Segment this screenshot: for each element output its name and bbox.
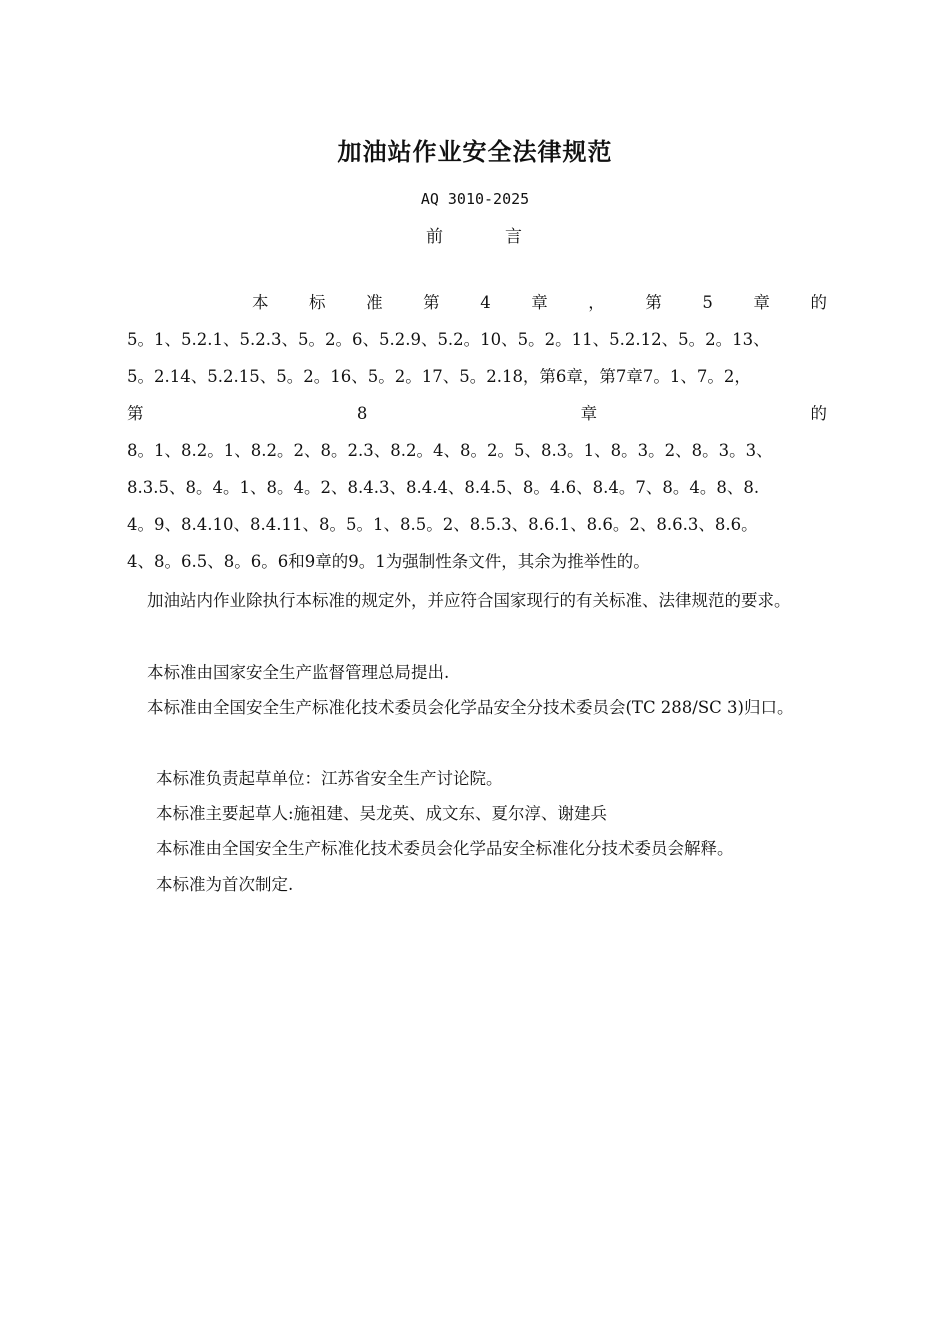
text-line-5: 8。1、8.2。1、8.2。2、8。2.3、8.2。4、8。2。5、8.3。1、8。3。2、8。3。3、	[127, 441, 773, 460]
text-line-6: 8.3.5、8。4。1、8。4。2、8.4.3、8.4.4、8.4.5、8。4.6、8.4。7、8。4。8、8.	[127, 478, 760, 497]
word: 5	[702, 293, 713, 312]
text-line-2: 5。1、5.2.1、5.2.3、5。2。6、5.2.9、5.2。10、5。2。11、5.2.12、5。2。13、	[127, 330, 770, 349]
word: 准	[366, 293, 383, 312]
foreword-char-2: 言	[505, 227, 524, 247]
paragraph-drafters: 本标准主要起草人:施祖建、吴龙英、成文东、夏尔淳、谢建兵	[156, 804, 608, 823]
text-line-8: 4、8。6.5、8。6。6和9章的9。1为强制性条文件，其余为推举性的。	[127, 552, 650, 571]
word: ，	[588, 293, 605, 312]
foreword-char-1: 前	[426, 227, 445, 247]
word: 第	[423, 293, 440, 312]
word: 8	[356, 404, 368, 423]
word: 第	[127, 404, 144, 423]
paragraph-first-edition: 本标准为首次制定.	[156, 875, 294, 894]
word: 章	[531, 293, 548, 312]
word: 章	[753, 293, 770, 312]
word: 标	[309, 293, 326, 312]
word: 4	[480, 293, 491, 312]
word: 第	[645, 293, 662, 312]
paragraph-interpreter: 本标准由全国安全生产标准化技术委员会化学品安全标准化分技术委员会解释。	[156, 839, 734, 858]
word: 本	[252, 293, 269, 312]
word: 章	[580, 404, 598, 423]
word: 的	[810, 404, 827, 423]
text-line-7: 4。9、8.4.10、8.4.11、8。5。1、8.5。2、8.5.3、8.6.1、8.6。2、8.6.3、8.6。	[127, 515, 758, 534]
justified-line-1	[127, 284, 827, 321]
document-title: 加油站作业安全法律规范	[337, 138, 613, 166]
paragraph-compliance: 加油站内作业除执行本标准的规定外，并应符合国家现行的有关标准、法律规范的要求。	[147, 591, 791, 610]
mandatory-clauses-paragraph	[127, 284, 827, 580]
paragraph-proposer: 本标准由国家安全生产监督管理总局提出.	[147, 663, 450, 682]
paragraph-drafting-unit: 本标准负责起草单位：江苏省安全生产讨论院。	[156, 769, 503, 788]
foreword-heading	[0, 222, 950, 247]
justified-line-4	[127, 395, 827, 432]
standard-code: AQ 3010-2025	[420, 190, 530, 208]
text-line-3: 5。2.14、5.2.15、5。2。16、5。2。17、5。2.18，第6章，第7章7。1、7。2，	[127, 367, 751, 386]
word: 的	[810, 293, 827, 312]
paragraph-centralizer: 本标准由全国安全生产标准化技术委员会化学品安全分技术委员会(TC 288/SC 3)归口。	[147, 698, 794, 717]
